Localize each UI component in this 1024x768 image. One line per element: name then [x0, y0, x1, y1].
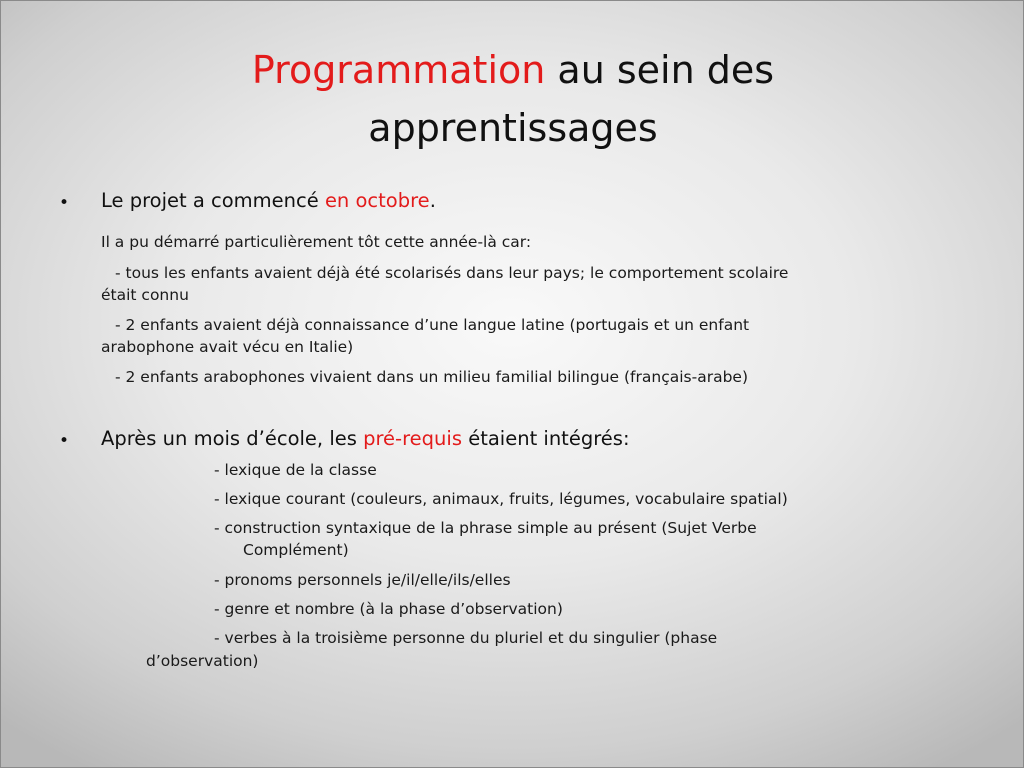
section1-heading-start: Le projet a commencé — [101, 189, 325, 212]
prereq-item: - pronoms personnels je/il/elle/ils/elles — [214, 571, 511, 589]
bullet-marker: • — [59, 431, 70, 451]
reason-line-2: arabophone avait vécu en Italie) — [101, 338, 354, 356]
prereq-line-2: Complément) — [243, 541, 349, 559]
prereq-item: - genre et nombre (à la phase d’observation) — [214, 600, 563, 618]
prereq-item — [214, 627, 934, 649]
section2-heading — [101, 427, 630, 450]
title-accent: Programmation — [251, 48, 546, 92]
reason-item — [101, 314, 961, 358]
bullet-marker: • — [59, 193, 70, 213]
reason-line-2: était connu — [101, 286, 189, 304]
prereq-line-2: d’observation) — [146, 652, 259, 670]
section2-heading-start: Après un mois d’école, les — [101, 427, 364, 450]
prereq-item: - lexique courant (couleurs, animaux, fruits, légumes, vocabulaire spatial) — [214, 490, 788, 508]
prereq-line-1: - construction syntaxique de la phrase simple au présent (Sujet Verbe — [214, 519, 757, 537]
prereq-item — [214, 517, 934, 561]
slide-title — [81, 41, 945, 157]
section1-heading-accent: en octobre — [324, 189, 430, 212]
section2-heading-end: étaient intégrés: — [462, 427, 630, 450]
prereq-line-1: - verbes à la troisième personne du pluriel et du singulier (phase — [214, 629, 718, 647]
title-rest: au sein des — [545, 48, 775, 92]
section1-heading — [101, 189, 436, 212]
title-line2: apprentissages — [368, 106, 658, 150]
section2-heading-accent: pré-requis — [363, 427, 462, 450]
reason-line-1: - tous les enfants avaient déjà été scolarisés dans leur pays; le comportement scolaire — [115, 264, 789, 282]
section1-heading-end: . — [429, 189, 436, 212]
reason-item — [101, 366, 961, 388]
prereq-item: - lexique de la classe — [214, 461, 377, 479]
reason-line-1: - 2 enfants avaient déjà connaissance d’une langue latine (portugais et un enfant — [115, 316, 750, 334]
reason-item — [101, 262, 961, 306]
section1-intro: Il a pu démarré particulièrement tôt cette année-là car: — [101, 233, 532, 251]
reason-line-1: - 2 enfants arabophones vivaient dans un milieu familial bilingue (français-arabe) — [115, 368, 748, 386]
